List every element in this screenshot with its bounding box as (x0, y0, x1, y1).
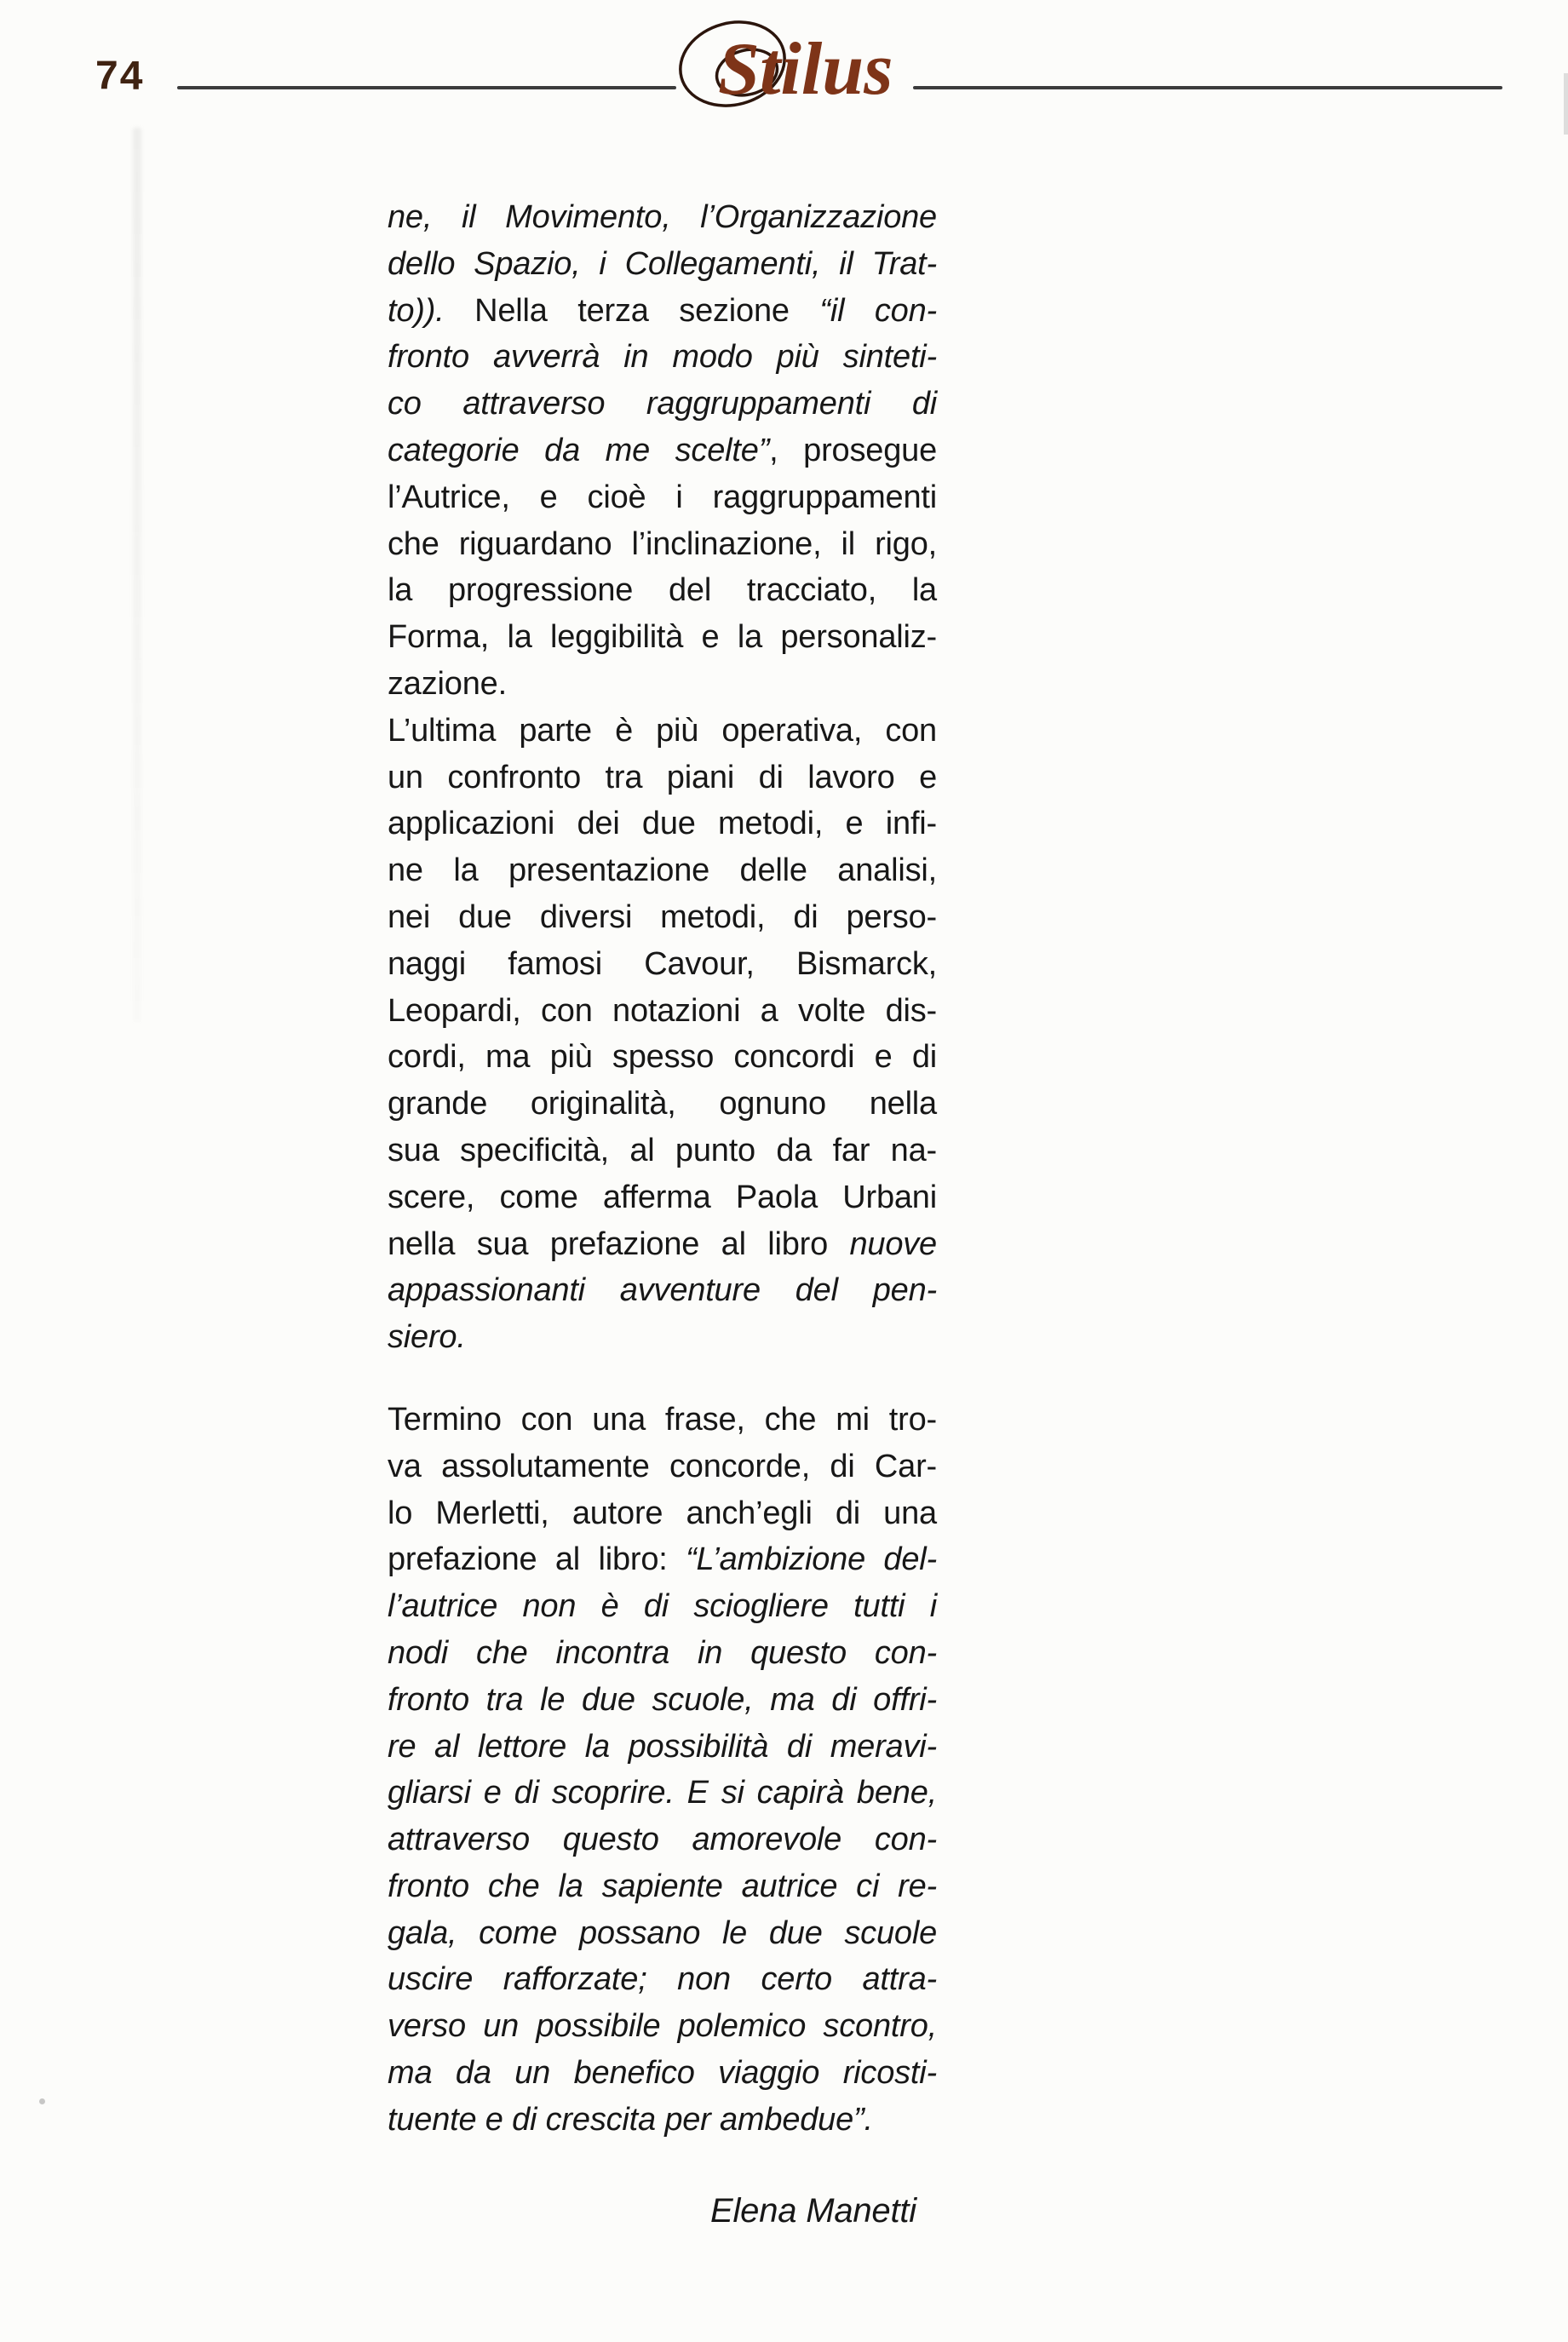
header-rule-left (177, 86, 676, 89)
author-signature: Elena Manetti (710, 2191, 916, 2230)
text-segment: che riguardano l’inclinazione, il rigo, (388, 525, 937, 562)
text-segment: la progressione del tracciato, la (388, 572, 937, 609)
text-segment-italic: l’autrice non è di sciogliere tutti i (388, 1588, 937, 1625)
text-segment-italic: gliarsi e di scoprire. E si capirà bene, (388, 1775, 937, 1811)
text-line (388, 1817, 937, 1863)
text-segment: prefazione al libro: (388, 1541, 686, 1578)
text-segment-italic: attraverso questo amorevole con- (388, 1822, 937, 1858)
text-line (388, 1397, 937, 1444)
text-segment-italic: “L’ambizione del- (686, 1541, 937, 1578)
text-line (388, 614, 937, 661)
text-segment: grande originalità, ognuno nella (388, 1086, 937, 1122)
text-segment-italic: categorie da me scelte” (388, 432, 770, 468)
text-segment: applicazioni dei due metodi, e infi- (388, 806, 937, 842)
text-segment: Forma, la leggibilità e la personaliz- (388, 619, 937, 656)
text-segment: zazione. (388, 665, 507, 702)
text-segment: nei due diversi metodi, di perso- (388, 898, 937, 935)
scan-artifact-band (133, 128, 141, 1022)
text-segment-italic: siero. (388, 1319, 466, 1356)
text-line (388, 1724, 937, 1771)
text-line (388, 2050, 937, 2097)
text-segment-italic: ma da un benefico viaggio ricosti- (388, 2055, 937, 2092)
text-line (388, 1314, 937, 1361)
text-line (388, 381, 937, 428)
text-line (388, 194, 937, 241)
text-segment: ne la presentazione delle analisi, (388, 852, 937, 889)
text-line (388, 847, 937, 894)
text-line (388, 1221, 937, 1268)
text-line (388, 1583, 937, 1630)
text-segment-italic: ne, il Movimento, l’Organizzazione (388, 199, 937, 235)
article (388, 194, 937, 2234)
text-line (388, 988, 937, 1035)
scan-artifact-edge (1564, 73, 1568, 135)
text-segment-italic: to)). (388, 292, 445, 329)
text-line (388, 1770, 937, 1817)
text-line (388, 661, 937, 708)
text-segment-italic: co attraverso raggruppamenti di (388, 386, 937, 422)
text-line (388, 801, 937, 847)
text-segment: cordi, ma più spesso concordi e di (388, 1039, 937, 1076)
text-segment: un confronto tra piani di lavoro e (388, 759, 937, 795)
text-line (388, 1267, 937, 1314)
text-line (388, 1174, 937, 1221)
text-segment: , prosegue (769, 432, 938, 468)
text-line (388, 1536, 937, 1583)
text-line (388, 2003, 937, 2050)
text-segment-italic: re al lettore la possibilità di meravi- (388, 1728, 937, 1765)
text-line (388, 1444, 937, 1490)
text-segment-italic: uscire rafforzate; non certo attra- (388, 1961, 937, 1998)
text-line (388, 1128, 937, 1174)
text-segment: va assolutamente concorde, di Car- (388, 1448, 937, 1484)
text-line (388, 1956, 937, 2003)
text-segment-italic: tuente e di crescita per ambedue”. (388, 2101, 873, 2138)
text-segment: scere, come afferma Paola Urbani (388, 1179, 937, 1215)
text-line (388, 474, 937, 521)
scan-artifact-dot (39, 2098, 45, 2104)
text-segment-italic: verso un possibile polemico scontro, (388, 2008, 937, 2045)
text-segment-italic: fronto che la sapiente autrice ci re- (388, 1868, 937, 1904)
logo-text: Stilus (718, 28, 893, 111)
header-rule-right (913, 86, 1502, 89)
paragraph-block (388, 194, 937, 1361)
text-line (388, 1034, 937, 1081)
text-segment-italic: appassionanti avventure del pen- (388, 1272, 937, 1309)
text-line (388, 1490, 937, 1537)
text-line (388, 521, 937, 568)
text-line (388, 1910, 937, 1957)
text-line (388, 941, 937, 988)
text-line (388, 708, 937, 755)
text-segment-italic: gala, come possano le due scuole (388, 1914, 937, 1951)
text-line (388, 1863, 937, 1910)
text-segment-italic: nuove (849, 1226, 937, 1262)
text-segment: Nella terza sezione (444, 292, 820, 329)
text-line (388, 2097, 937, 2144)
text-line (388, 894, 937, 941)
text-segment-italic: nodi che incontra in questo con- (388, 1634, 937, 1671)
text-segment: lo Merletti, autore anch’egli di una (388, 1495, 937, 1531)
text-segment: nella sua prefazione al libro (388, 1226, 850, 1262)
text-line (388, 334, 937, 381)
text-segment-italic: fronto avverrà in modo più sinteti- (388, 339, 937, 376)
text-line (388, 1081, 937, 1128)
text-segment: naggi famosi Cavour, Bismarck, (388, 945, 937, 982)
text-segment: Termino con una frase, che mi tro- (388, 1401, 937, 1438)
text-segment: Leopardi, con notazioni a volte dis- (388, 992, 937, 1029)
text-segment-italic: “il con- (819, 292, 937, 329)
text-segment-italic: dello Spazio, i Collegamenti, il Trat- (388, 245, 937, 282)
paragraph-block (388, 1397, 937, 2144)
text-segment: sua specificità, al punto da far na- (388, 1132, 937, 1168)
text-segment: L’ultima parte è più operativa, con (388, 712, 937, 749)
text-line (388, 1677, 937, 1724)
page-number: 74 (95, 54, 145, 99)
text-line (388, 755, 937, 801)
text-segment: l’Autrice, e cioè i raggruppamenti (388, 479, 937, 515)
text-line (388, 288, 937, 335)
stilus-logo (669, 4, 941, 132)
text-line (388, 241, 937, 288)
text-line (388, 428, 937, 474)
text-line (388, 1630, 937, 1677)
text-segment-italic: fronto tra le due scuole, ma di offri- (388, 1681, 937, 1718)
text-line (388, 567, 937, 614)
